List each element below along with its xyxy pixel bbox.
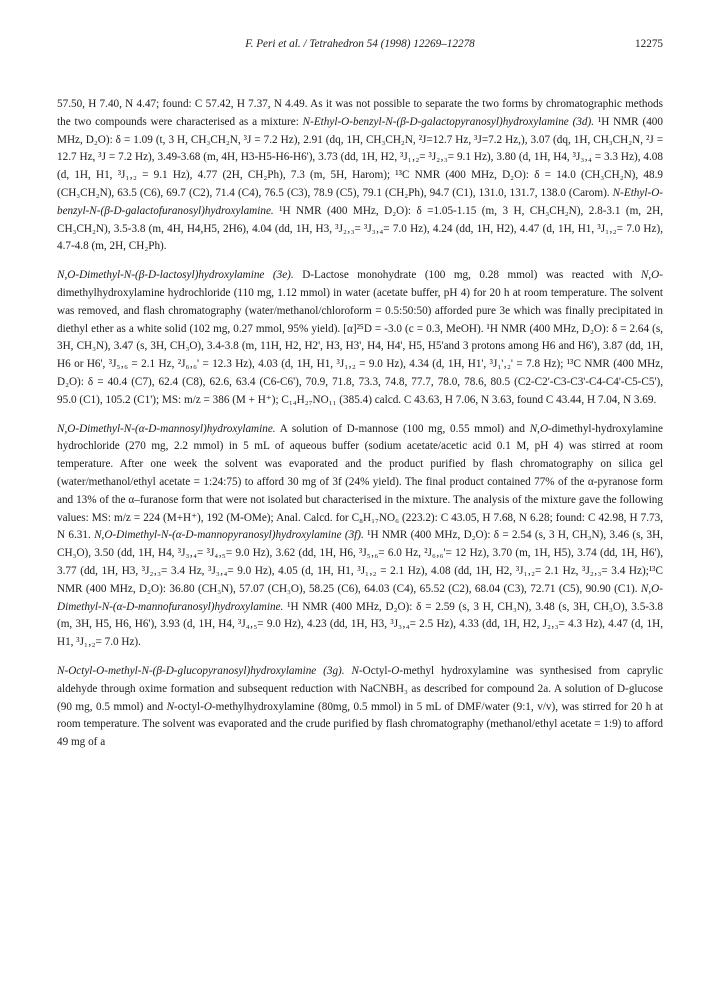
- italic-text-run: N-Ethyl-O-benzyl-N-(β-D-galactopyranosyl)hydroxylamine (3d).: [302, 115, 595, 128]
- italic-text-run: N: [351, 664, 359, 677]
- text-run: 57.50, H 7.40, N 4.47; found: C 57.42, H 7.37, N 4.49. As it was not possible to separate the two forms by chromatographic methods the two compounds were characterised as a mixture:: [57, 98, 663, 128]
- running-title: F. Peri et al. / Tetrahedron 54 (1998) 12269–12278: [245, 38, 475, 50]
- body-paragraph: [57, 267, 663, 409]
- body-paragraph: [57, 421, 663, 652]
- running-header: [57, 38, 663, 58]
- italic-text-run: N,O: [640, 269, 660, 282]
- article-body: [57, 96, 663, 752]
- italic-text-run: N,O-Dimethyl-N-(α-D-mannosyl)hydroxylamine.: [57, 422, 276, 435]
- italic-text-run: N,O-Dimethyl-N-(α-D-mannofuranosyl)hydroxylamine.: [57, 582, 663, 613]
- body-paragraph: [57, 663, 663, 752]
- italic-text-run: N-Octyl-O-methyl-N-(β-D-glucopyranosyl)hydroxylamine (3g).: [57, 664, 345, 677]
- text-run: ¹H NMR (400 MHz, D₂O): δ =1.05-1.15 (m, 3 H, CH₃CH₂N), 2.8-3.1 (m, 2H, CH₃CH₂N), 3.5-3.8 (m, 4H, H4,H5, 2H6), 4.04 (dd, 1H, H3, ³J₂‚₃= ³J₃‚₄= 7.0 Hz), 4.24 (dd, 1H, H2), 4.47 (d, 1H, H1, ³J₁‚₂= 7.0 Hz), 4.7-4.8 (m, 2H, CH₂Ph).: [57, 204, 663, 253]
- text-run: D-Lactose monohydrate (100 mg, 0.28 mmol) was reacted with: [293, 269, 641, 282]
- text-run: ¹H NMR (400 MHz, D₂O): δ = 1.09 (t, 3 H, CH₃CH₂N, ³J = 7.2 Hz), 2.91 (dq, 1H, CH₃CH₂N, ²J=12.7 Hz, ³J=7.2 Hz,), 3.07 (dq, 1H, CH₃CH₂N, ²J = 12.7 Hz, ³J = 7.2 Hz), 3.49-3.68 (m, 4H, H3-H5-H6-H6'), 3.73 (dd, 1H, H2, ³J₁‚₂= ³J₂‚₃= 9.1 Hz), 3.80 (d, 1H, H4, ³J₃‚₄ = 3.3 Hz), 4.08 (d, 1H, H1, ³J₁‚₂ = 9.1 Hz), 4.77 (2H, CH₂Ph), 7.3 (m, 5H, Harom); ¹³C NMR (400 MHz, D₂O): δ = 14.0 (CH₃CH₂N), 48.9 (CH₃CH₂N), 63.5 (C6), 69.7 (C2), 71.4 (C4), 76.5 (C3), 78.9 (C5), 79.1 (CH₂Ph), 94.7 (C1), 131.0, 131.7, 138.0 (Carom).: [57, 115, 663, 199]
- text-run: -methyl hydroxylamine was synthesised from caprylic aldehyde through oxime formation and subsequent reduction with NaCNBH₃ as described for compound 2a. A solution of D-glucose (90 mg, 0.5 mmol) and: [57, 664, 663, 713]
- text-run: ¹H NMR (400 MHz, D₂O): δ = 2.59 (s, 3 H, CH₃N), 3.48 (s, 3H, CH₃O), 3.5-3.8 (m, 3H, H5, H6, H6'), 3.93 (d, 1H, H4, ³J₄‚₅= 9.0 Hz), 4.23 (dd, 1H, H3, ³J₃‚₄= 2.5 Hz), 4.33 (dd, 1H, H2, J₂‚₃= 4.3 Hz), 4.47 (d, 1H, H1, ³J₁‚₂= 7.0 Hz).: [57, 600, 663, 649]
- body-paragraph: [57, 96, 663, 256]
- italic-text-run: N-Ethyl-O-benzyl-N-(β-D-galactofuranosyl)hydroxylamine.: [57, 186, 663, 217]
- text-run: ¹H NMR (400 MHz, D₂O): δ = 2.54 (s, 3 H, CH₃N), 3.46 (s, 3H, CH₃O), 3.50 (dd, 1H, H4, ³J₃‚₄= ³J₄‚₅= 9.0 Hz), 3.62 (dd, 1H, H6, ³J₅‚₆= 6.0 Hz, ²J₆‚₆'= 12 Hz), 3.70 (m, 1H, H5), 3.74 (dd, 1H, H6'), 3.77 (dd, 1H, H3, ³J₂‚₃= 3.4 Hz, ³J₃‚₄= 9.0 Hz), 4.05 (d, 1H, H1, ³J₁‚₂ = 2.1 Hz), 4.08 (dd, 1H, H2, ³J₁‚₂= 2.1 Hz, ³J₂‚₃= 3.4 Hz);¹³C NMR (400 MHz, D₂O): 36.80 (CH₃N), 57.07 (CH₃O), 58.25 (C6), 64.03 (C4), 65.52 (C2), 68.04 (C3), 72.71 (C5), 90.90 (C1).: [57, 529, 663, 595]
- text-run: -dimethyl-hydroxylamine hydrochloride (270 mg, 2.2 mmol) in 5 mL of aqueous buffer (sodium acetate/acetic acid 0.1 M, pH 4) was stirred at room temperature. After one week the solvent was evaporated and the product purified by flash chromatography on silica gel (water/methanol/ethyl acetate = 1:24:75) to afford 30 mg of 3f (24% yield). The final product contained 77% of the α-pyranose form and 13% of the α–furanose form that were not isolated but characterised in the mixture. The analysis of the mixture gave the following values: MS: m/z = 224 (M+H⁺), 192 (M-OMe); Anal. Calcd. for C₈H₁₇NO₆ (223.2): C 43.05, H 7.68, N 6.28; found: C 42.98, H 7.73, N 6.31.: [57, 422, 663, 542]
- text-run: -Octyl-: [358, 664, 392, 677]
- italic-text-run: N: [166, 700, 175, 713]
- text-run: -dimethylhydroxylamine hydrochloride (110 mg, 1.12 mmol) in water (acetate buffer, pH 4) for 20 h at room temperature. The solvent was removed, and flash chromatography (water/methanol/chloroform = 0.5:50:50) afforded pure 3e which was finally precipitated in diethyl ether as a white solid (102 mg, 0.27 mmol, 95% yield). [α]²⁵D = -3.0 (c = 0.3, MeOH). ¹H NMR (400 MHz, D₂O): δ = 2.64 (s, 3H, CH₃N), 3.47 (s, 3H, CH₃O), 3.4-3.8 (m, 11H, H2, H2', H3, H3', H4, H4', H5, H5'and 3 protons among H6 and H6'), 3.87 (dd, 1H, H6 or H6', ³J₅‚₆ = 2.1 Hz, ²J₆‚₆' = 12.3 Hz), 4.03 (d, 1H, H1, ³J₁‚₂ = 9.0 Hz), 4.34 (d, 1H, H1', ³J₁'‚₂' = 7.8 Hz); ¹³C NMR (400 MHz, D₂O): δ = 40.4 (C7), 62.4 (C8), 62.6, 63.4 (C6-C6'), 70.9, 71.8, 73.3, 74.8, 77.7, 78.0, 78.6, 80.5 (C2-C2'-C3-C3'-C4-C4'-C5-C5'), 95.0 (C1), 105.2 (C1'); MS: m/z = 386 (M + H⁺); C₁₄H₂₇NO₁₁ (385.4) calcd. C 43.63, H 7.06, N 3.63, found C 43.44, H 7.04, N 3.69.: [57, 269, 663, 406]
- page-number: 12275: [635, 38, 663, 50]
- text-run: -octyl-: [174, 700, 204, 713]
- text-run: A solution of D-mannose (100 mg, 0.55 mmol) and: [275, 422, 530, 435]
- text-run: -methylhydroxylamine (80mg, 0.5 mmol) in 5 mL of DMF/water (9:1, v/v), was stirred for 20 h at room temperature. The solvent was evaporated and the crude purified by flash chromatography (methanol/ethyl acetate = 1:9) to afford 49 mg of a: [57, 700, 663, 749]
- paper-page: [57, 38, 663, 763]
- italic-text-run: O: [391, 664, 400, 677]
- italic-text-run: N,O-Dimethyl-N-(β-D-lactosyl)hydroxylamine (3e).: [57, 269, 294, 282]
- italic-text-run: N,O: [529, 422, 549, 435]
- italic-text-run: O: [203, 700, 212, 713]
- italic-text-run: N,O-Dimethyl-N-(α-D-mannopyranosyl)hydroxylamine (3f).: [94, 529, 364, 542]
